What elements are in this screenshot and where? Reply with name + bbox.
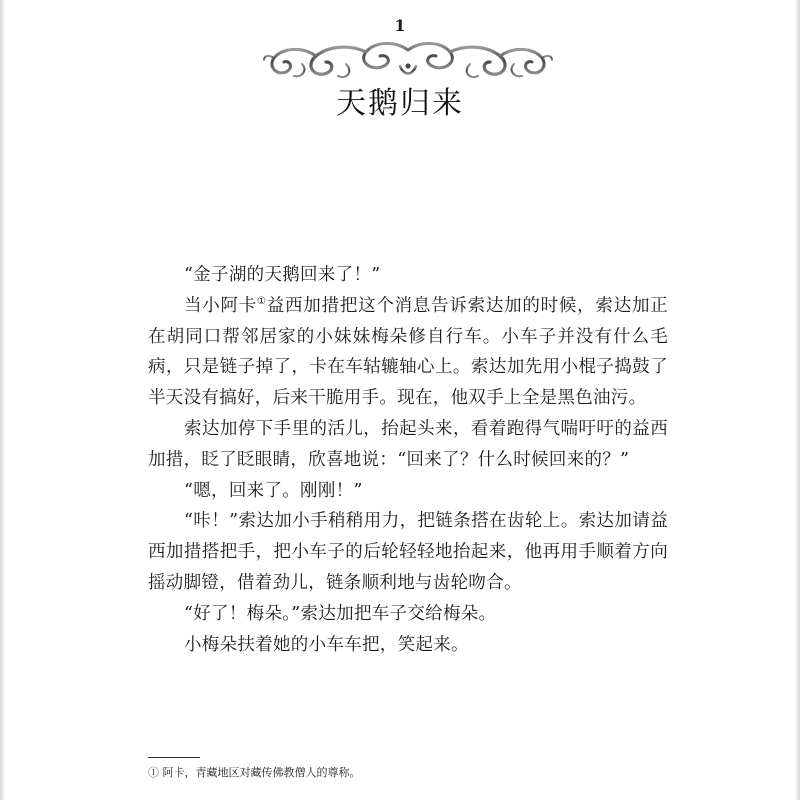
paragraph: “金子湖的天鹅回来了！” — [184, 265, 381, 285]
paragraph: 小梅朵扶着她的小车车把，笑起来。 — [184, 634, 469, 655]
footnote-rule — [148, 757, 200, 758]
paragraph: 索达加停下手里的活儿，抬起头来，看着跑得气喘吁吁的益西加措，眨了眨眼睛，欣喜地说：“回来了？什么时候回来的？” — [148, 418, 668, 470]
footnote: ① 阿卡，青藏地区对藏传佛教僧人的尊称。 — [148, 766, 361, 779]
scroll-flourish-icon — [262, 36, 554, 82]
footnote-marker[interactable]: ① — [257, 295, 267, 307]
chapter-title: 天鹅归来 — [336, 86, 464, 121]
body-text — [148, 260, 668, 660]
paragraph — [148, 291, 668, 414]
paragraph: “嗯，回来了。刚刚！” — [184, 480, 363, 501]
paragraph-text: 当小阿卡 — [184, 295, 258, 316]
chapter-number: 1 — [394, 16, 406, 35]
paragraph-text: 益西加措把这个消息告诉索达加的时候，索达加正在胡同口帮邻居家的小妹妹梅朵修自行车。小车子并没有什么毛病，只是链子掉了，卡在车轱辘轴心上。索达加先用小棍子捣鼓了半天没有搞好，后来干脆用手。现在，他双手上全是黑色油污。 — [148, 295, 669, 409]
paragraph: “好了！梅朵。”索达加把车子交给梅朵。 — [184, 603, 497, 624]
paragraph: “咔！”索达加小手稍稍用力，把链条搭在齿轮上。索达加请益西加措搭把手，把小车子的后轮轻轻地抬起来，他再用手顺着方向摇动脚镫，借着劲儿，链条顺利地与齿轮吻合。 — [148, 511, 668, 593]
